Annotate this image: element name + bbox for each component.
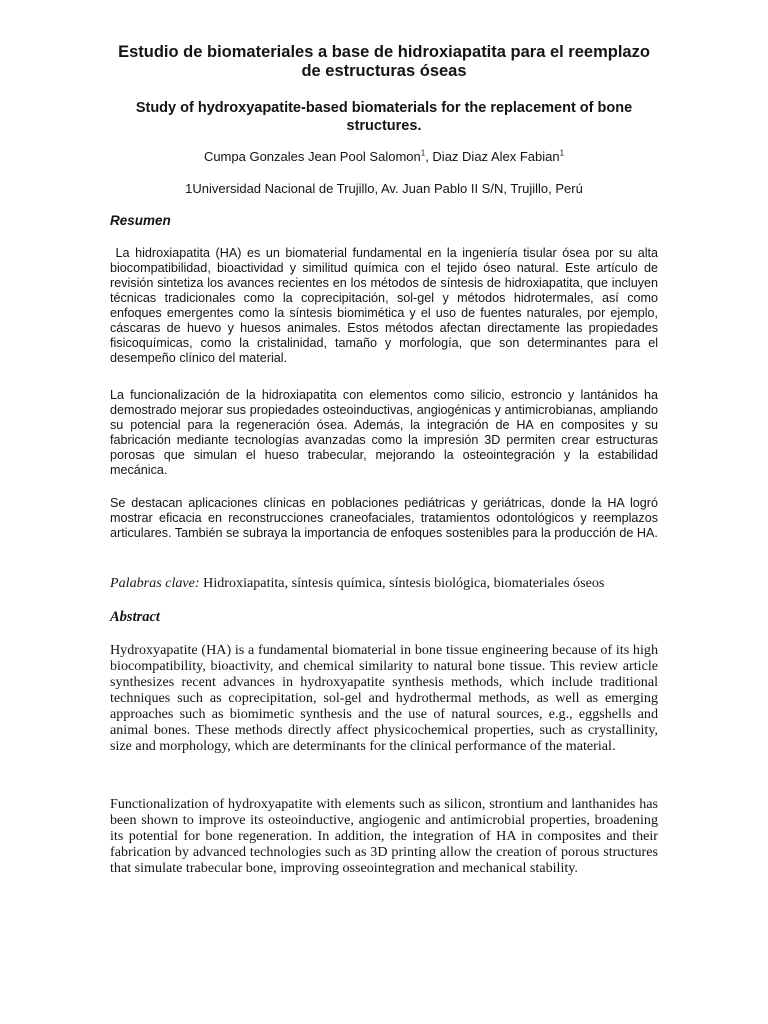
title-spanish: Estudio de biomateriales a base de hidroxiapatita para el reemplazo de estructuras óseas (118, 43, 650, 80)
abstract-paragraph: Hydroxyapatite (HA) is a fundamental biomaterial in bone tissue engineering because of its high biocompatibility, bioactivity, and chemical similarity to natural bone tissue. This review article synthesizes recent advances in hydroxyapatite synthesis methods, which include traditional techniques such as coprecipitation, sol-gel and hydrothermal methods, as well as emerging approaches such as biomimetic synthesis and the use of natural sources, e.g., eggshells and animal bones. These methods directly affect physicochemical properties, such as crystallinity, size and morphology, which are determinants for the clinical performance of the material. (110, 642, 658, 754)
abstract-paragraph: Functionalization of hydroxyapatite with elements such as silicon, strontium and lanthanides has been shown to improve its osteoinductive, angiogenic and antimicrobial properties, broadening its potential for bone regeneration. In addition, the integration of HA in composites and their fabrication by advanced technologies such as 3D printing allow the creation of porous structures that simulate trabecular bone, improving osseointegration and mechanical stability. (110, 796, 658, 876)
authors-line (110, 149, 658, 165)
resumen-heading: Resumen (110, 213, 171, 228)
title-english: Study of hydroxyapatite-based biomaterials for the replacement of bone structures. (135, 100, 633, 134)
author-separator: , (425, 149, 433, 164)
resumen-paragraph: La hidroxiapatita (HA) es un biomaterial fundamental en la ingeniería tisular ósea por su alta biocompatibilidad, bioactividad y similitud química con el tejido óseo natural. Este artículo de revisión sintetiza los avances recientes en los métodos de síntesis de hidroxiapatita, que incluyen técnicas tradicionales como la coprecipitación, sol-gel y métodos hidrotermales, así como enfoques emergentes como la síntesis biomimética y el uso de fuentes naturales, por ejemplo, cáscaras de huevo y huesos animales. Estos métodos afectan directamente las propiedades fisicoquímicas, como la cristalinidad, tamaño y morfología, que son determinantes para el desempeño clínico del material. (110, 246, 662, 365)
author-2-affiliation-marker: 1 (559, 148, 565, 158)
author-2: Diaz Diaz Alex Fabian (432, 149, 560, 164)
resumen-paragraph: Se destacan aplicaciones clínicas en poblaciones pediátricas y geriátricas, donde la HA logró mostrar eficacia en reconstrucciones craneofaciales, tratamientos odontológicos y reemplazos articulares. También se subraya la importancia de enfoques sostenibles para la producción de HA. (110, 496, 658, 540)
resumen-paragraph: La funcionalización de la hidroxiapatita con elementos como silicio, estroncio y lantánidos ha demostrado mejorar sus propiedades osteoinductivas, angiogénicas y antimicrobianas, ampliando su potencial para la regeneración ósea. Además, la integración de HA en composites y su fabricación mediante tecnologías avanzadas como la impresión 3D permiten crear estructuras porosas que simulan el hueso trabecular, mejorando la osteointegración y la estabilidad mecánica. (110, 388, 658, 477)
keywords-line (110, 575, 670, 592)
abstract-heading: Abstract (110, 609, 160, 625)
author-1-affiliation-marker: 1 (420, 148, 426, 158)
author-1: Cumpa Gonzales Jean Pool Salomon (203, 149, 421, 164)
keywords-label: Palabras clave: (110, 575, 200, 591)
affiliation: 1Universidad Nacional de Trujillo, Av. Juan Pablo II S/N, Trujillo, Perú (185, 181, 583, 196)
keywords-list: Hidroxiapatita, síntesis química, síntesis biológica, biomateriales óseos (199, 575, 605, 591)
